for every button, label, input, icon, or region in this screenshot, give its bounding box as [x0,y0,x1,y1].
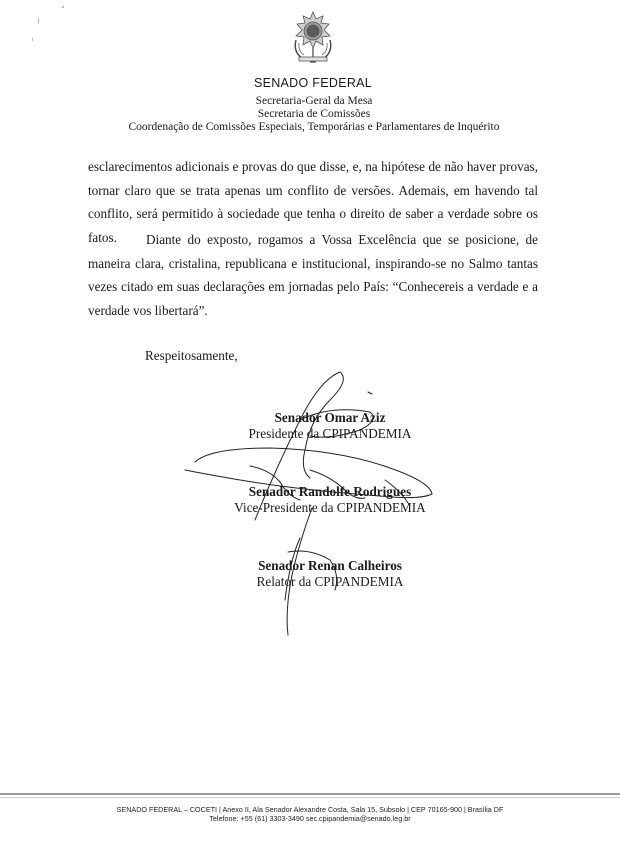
signatory-name: Senador Omar Aziz [274,410,386,425]
footer-divider [0,797,620,798]
coat-of-arms-emblem [290,10,336,66]
signatory-name: Senador Randolfe Rodrigues [248,484,412,499]
signatory-role: Relator da CPIPANDEMIA [256,574,404,589]
department-line: Secretaria-Geral da Mesa [255,95,373,107]
signature-stroke [368,392,372,394]
body-paragraph: esclarecimentos adicionais e provas do que disse, e, na hipótese de não haver provas, tornar claro que se trata apenas um conflito de versões. Ademais, em havendo tal conflito, será permitido à sociedade que tenha o direito de saber a verdade sobre os fatos. [88,159,538,245]
institution-title: SENADO FEDERAL [253,76,373,90]
scan-speck [38,18,39,24]
signatory-name: Senador Renan Calheiros [258,558,402,573]
scan-speck [32,38,33,41]
signature-block [140,484,520,516]
scan-speck [62,6,64,8]
signatory-role: Vice-Presidente da CPIPANDEMIA [234,500,426,515]
department-line: Secretaria de Comissões [257,108,371,120]
footer-contact: Telefone: +55 (61) 3303-3490 sec.cpipandemia@senado.leg.br [209,814,411,823]
department-line: Coordenação de Comissões Especiais, Temporárias e Parlamentares de Inquérito [128,121,500,133]
body-paragraph: Diante do exposto, rogamos a Vossa Excelência que se posicione, de maneira clara, cristalina, republicana e institucional, inspirando-se no Salmo tantas vezes citado em suas declarações em jornadas pelo País: “Conhecereis a verdade e a verdade vos libertará”. [88,232,538,318]
signature-block [140,410,520,442]
footer-divider [0,793,620,795]
signature-block [140,558,520,590]
closing-salutation: Respeitosamente, [145,348,238,363]
signatory-role: Presidente da CPIPANDEMIA [248,426,412,441]
footer-address: SENADO FEDERAL – COCETI | Anexo II, Ala Senador Alexandre Costa, Sala 15, Subsolo | CEP 70165-900 | Brasília DF [116,805,504,814]
